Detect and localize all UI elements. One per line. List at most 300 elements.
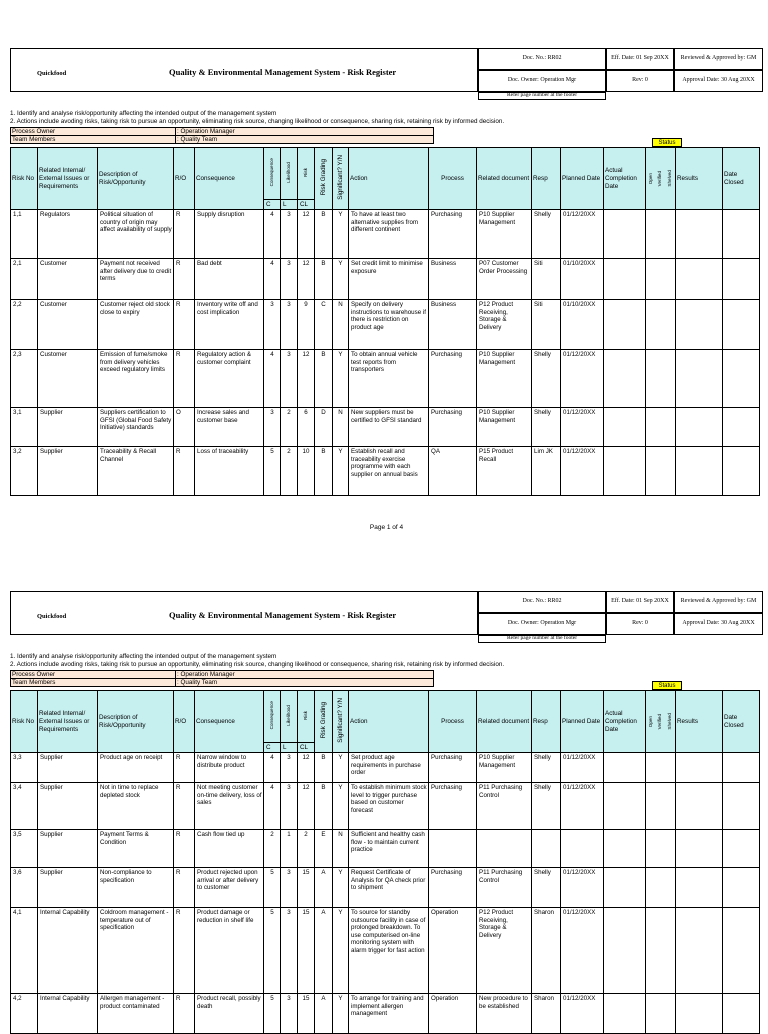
effective-date: Eff. Date: 01 Sep 20XX: [606, 591, 674, 613]
cell-resp: Siti: [532, 259, 561, 300]
cell-l: 3: [281, 908, 298, 994]
table-row: [11, 447, 760, 496]
status-label: Status: [652, 138, 682, 147]
col-c-vertical: Consequence: [264, 691, 281, 743]
doc-number: Doc. No.: RR02: [478, 591, 606, 613]
owner-table: [10, 670, 434, 687]
cell-risk-no: 3,4: [11, 783, 38, 830]
cell-c: 5: [264, 994, 281, 1034]
cell-risk-no: 3,3: [11, 753, 38, 783]
cell-consequence: Cash flow tied up: [195, 830, 264, 868]
cell-significant: Y: [333, 753, 349, 783]
status-shelved: Shelved: [667, 713, 673, 730]
cell-grading: B: [315, 259, 333, 300]
col-l-vertical: Likelihood: [281, 148, 298, 200]
cell-planned: 01/10/20XX: [561, 300, 604, 350]
cell-cl: 12: [298, 350, 315, 408]
col-planned-date: Planned Date: [561, 691, 604, 753]
cell-date-closed: [723, 210, 760, 259]
cell-process: Purchasing: [429, 408, 477, 447]
col-related-issues: Related Internal/ External Issues or Requirements: [38, 148, 98, 210]
cell-related: Customer: [38, 350, 98, 408]
cell-cl: 12: [298, 259, 315, 300]
col-significant: Significant? Y/N: [333, 691, 349, 753]
cell-ro: R: [174, 300, 195, 350]
cell-cl: 12: [298, 753, 315, 783]
col-description: Description of Risk/Opportunity: [98, 691, 174, 753]
col-risk-grading: Risk Grading: [315, 691, 333, 753]
table-row: [11, 868, 760, 908]
doc-number: Doc. No.: RR02: [478, 48, 606, 70]
reviewed-approved: Reviewed & Approved by: GM: [674, 591, 763, 613]
cell-ro: O: [174, 408, 195, 447]
cell-action: Set product age requirements in purchase order: [349, 753, 429, 783]
table-row: [11, 783, 760, 830]
cell-actual: [604, 783, 646, 830]
cell-planned: 01/12/20XX: [561, 868, 604, 908]
cell-actual: [604, 259, 646, 300]
table-row: [11, 830, 760, 868]
refer-note: Refer page number at the footer: [478, 635, 606, 643]
cell-related: Supplier: [38, 408, 98, 447]
cell-description: Allergen management - product contaminated: [98, 994, 174, 1034]
cell-ro: R: [174, 447, 195, 496]
cell-resp: Sharon: [532, 908, 561, 994]
team-members-label: Team Members: [11, 136, 176, 144]
cell-action: Request Certificate of Analysis for QA check prior to shipment: [349, 868, 429, 908]
col-status: [646, 691, 676, 753]
cell-risk-no: 4,2: [11, 994, 38, 1034]
process-owner-label: Process Owner: [11, 128, 176, 136]
col-results: Results: [676, 691, 723, 753]
table-row: [11, 259, 760, 300]
col-ro: R/O: [174, 691, 195, 753]
sub-l: L: [281, 200, 298, 210]
cell-cl: 15: [298, 994, 315, 1034]
col-action: Action: [349, 148, 429, 210]
cell-c: 4: [264, 259, 281, 300]
cell-risk-no: 3,2: [11, 447, 38, 496]
cell-results: [676, 408, 723, 447]
cell-date-closed: [723, 408, 760, 447]
cell-planned: [561, 830, 604, 868]
header-row: [11, 148, 760, 200]
cell-cl: 10: [298, 447, 315, 496]
cell-planned: 01/12/20XX: [561, 753, 604, 783]
cell-description: Coldroom management - temperature out of specification: [98, 908, 174, 994]
cell-process: [429, 830, 477, 868]
cell-cl: 15: [298, 908, 315, 994]
cell-grading: C: [315, 300, 333, 350]
cell-results: [676, 210, 723, 259]
cell-risk-no: 3,6: [11, 868, 38, 908]
cell-significant: Y: [333, 868, 349, 908]
cell-l: 2: [281, 447, 298, 496]
cell-actual: [604, 350, 646, 408]
reviewed-approved: Reviewed & Approved by: GM: [674, 48, 763, 70]
cell-significant: Y: [333, 259, 349, 300]
cell-results: [676, 447, 723, 496]
cell-related-doc: P11 Purchasing Control: [477, 868, 532, 908]
cell-ro: R: [174, 259, 195, 300]
table-row: [11, 210, 760, 259]
cell-status: [646, 994, 676, 1034]
table-row: [11, 994, 760, 1034]
cell-date-closed: [723, 753, 760, 783]
status-shelved: Shelved: [667, 170, 673, 187]
cell-results: [676, 783, 723, 830]
cell-l: 2: [281, 408, 298, 447]
owner-table: [10, 127, 434, 144]
team-members-value: : Quality Team: [176, 679, 434, 687]
cell-date-closed: [723, 908, 760, 994]
col-date-closed: Date Closed: [723, 691, 760, 753]
cell-consequence: Regulatory action & customer complaint: [195, 350, 264, 408]
cell-status: [646, 753, 676, 783]
cell-resp: Shelly: [532, 350, 561, 408]
cell-c: 3: [264, 408, 281, 447]
cell-l: 3: [281, 783, 298, 830]
col-risk-no: Risk No: [11, 148, 38, 210]
cell-related: Customer: [38, 300, 98, 350]
page-footer: Page 1 of 4: [369, 524, 404, 531]
col-results: Results: [676, 148, 723, 210]
cell-l: 3: [281, 868, 298, 908]
cell-resp: Lim JK: [532, 447, 561, 496]
cell-results: [676, 350, 723, 408]
col-related-document: Related document: [477, 148, 532, 210]
cell-related-doc: New procedure to be established: [477, 994, 532, 1034]
cell-significant: N: [333, 408, 349, 447]
cell-risk-no: 2,1: [11, 259, 38, 300]
cell-significant: Y: [333, 994, 349, 1034]
process-owner-value: : Operation Manager: [176, 128, 434, 136]
col-consequence: Consequence: [195, 148, 264, 210]
cell-description: Non-compliance to specification: [98, 868, 174, 908]
cell-resp: Shelly: [532, 753, 561, 783]
status-verified: Verified: [657, 713, 663, 730]
cell-significant: Y: [333, 350, 349, 408]
cell-resp: Shelly: [532, 210, 561, 259]
table-row: [11, 300, 760, 350]
cell-related: Regulators: [38, 210, 98, 259]
cell-ro: R: [174, 908, 195, 994]
cell-process: Business: [429, 259, 477, 300]
cell-c: 5: [264, 447, 281, 496]
cell-date-closed: [723, 783, 760, 830]
cell-date-closed: [723, 259, 760, 300]
cell-c: 3: [264, 300, 281, 350]
cell-date-closed: [723, 300, 760, 350]
document-header: [10, 48, 763, 100]
cell-planned: 01/12/20XX: [561, 783, 604, 830]
cell-actual: [604, 868, 646, 908]
refer-note: Refer page number at the footer: [478, 92, 606, 100]
revision: Rev: 0: [606, 613, 674, 635]
col-related-issues: Related Internal/ External Issues or Requirements: [38, 691, 98, 753]
col-process: Process: [429, 691, 477, 753]
cell-consequence: Product rejected upon arrival or after delivery to customer: [195, 868, 264, 908]
cell-risk-no: 1,1: [11, 210, 38, 259]
status-open: Open: [647, 715, 653, 728]
cell-ro: R: [174, 753, 195, 783]
sub-cl: CL: [298, 743, 315, 753]
document-title: Quality & Environmental Management System - Risk Register: [169, 67, 397, 77]
cell-grading: D: [315, 408, 333, 447]
cell-action: To have at least two alternative supplies from different continent: [349, 210, 429, 259]
instruction-2: 2. Actions include avoding risks, taking risk to pursue an opportunity, eliminating risk source, changing likelihood or consequence, sharing risk, retaining risk by informed decision.: [10, 118, 505, 125]
cell-consequence: Bad debt: [195, 259, 264, 300]
cell-description: Product age on receipt: [98, 753, 174, 783]
cell-action: To arrange for training and implement allergen management: [349, 994, 429, 1034]
cell-l: 3: [281, 753, 298, 783]
col-resp: Resp: [532, 148, 561, 210]
cell-actual: [604, 994, 646, 1034]
cell-results: [676, 259, 723, 300]
table-row: [11, 350, 760, 408]
cell-consequence: Narrow window to distribute product: [195, 753, 264, 783]
doc-owner: Doc. Owner: Operation Mgr: [478, 70, 606, 92]
cell-planned: 01/12/20XX: [561, 908, 604, 994]
cell-grading: E: [315, 830, 333, 868]
cell-status: [646, 830, 676, 868]
cell-significant: Y: [333, 783, 349, 830]
cell-related: Supplier: [38, 830, 98, 868]
cell-action: To obtain annual vehicle test reports from transporters: [349, 350, 429, 408]
col-related-document: Related document: [477, 691, 532, 753]
company-name: Quickfood: [37, 613, 67, 620]
cell-grading: B: [315, 350, 333, 408]
cell-planned: 01/12/20XX: [561, 350, 604, 408]
cell-l: 3: [281, 994, 298, 1034]
cell-actual: [604, 447, 646, 496]
cell-date-closed: [723, 447, 760, 496]
cell-grading: B: [315, 210, 333, 259]
cell-process: Purchasing: [429, 210, 477, 259]
cell-consequence: Supply disruption: [195, 210, 264, 259]
col-process: Process: [429, 148, 477, 210]
col-description: Description of Risk/Opportunity: [98, 148, 174, 210]
cell-description: Payment not received after delivery due to credit terms: [98, 259, 174, 300]
cell-related-doc: P10 Supplier Management: [477, 753, 532, 783]
col-c-vertical: Consequence: [264, 148, 281, 200]
cell-related-doc: P10 Supplier Management: [477, 350, 532, 408]
sub-l: L: [281, 743, 298, 753]
sub-c: C: [264, 200, 281, 210]
cell-date-closed: [723, 350, 760, 408]
cell-consequence: Inventory write off and cost implication: [195, 300, 264, 350]
approval-date: Approval Date: 30 Aug 20XX: [674, 70, 763, 92]
instruction-1: 1. Identify and analyse risk/opportunity affecting the intended output of the management system: [10, 653, 277, 660]
cell-description: Payment Terms & Condition: [98, 830, 174, 868]
cell-c: 4: [264, 210, 281, 259]
cell-actual: [604, 908, 646, 994]
cell-resp: Siti: [532, 300, 561, 350]
status-verified: Verified: [657, 170, 663, 187]
col-planned-date: Planned Date: [561, 148, 604, 210]
cell-results: [676, 830, 723, 868]
cell-process: Business: [429, 300, 477, 350]
col-ro: R/O: [174, 148, 195, 210]
cell-related-doc: P15 Product Recall: [477, 447, 532, 496]
cell-process: Purchasing: [429, 868, 477, 908]
cell-cl: 9: [298, 300, 315, 350]
sub-c: C: [264, 743, 281, 753]
risk-register-table: [10, 147, 760, 496]
cell-l: 3: [281, 210, 298, 259]
cell-l: 1: [281, 830, 298, 868]
cell-process: QA: [429, 447, 477, 496]
cell-risk-no: 3,1: [11, 408, 38, 447]
cell-results: [676, 908, 723, 994]
cell-related: Internal Capability: [38, 994, 98, 1034]
cell-related-doc: [477, 830, 532, 868]
cell-ro: R: [174, 868, 195, 908]
cell-status: [646, 259, 676, 300]
col-l-vertical: Likelihood: [281, 691, 298, 743]
cell-consequence: Product recall, possibly death: [195, 994, 264, 1034]
cell-c: 4: [264, 350, 281, 408]
col-actual-date: Actual Completion Date: [604, 148, 646, 210]
cell-action: New suppliers must be certified to GFSI standard: [349, 408, 429, 447]
cell-grading: B: [315, 783, 333, 830]
table-row: [11, 753, 760, 783]
cell-grading: A: [315, 908, 333, 994]
cell-c: 5: [264, 868, 281, 908]
table-row: [11, 908, 760, 994]
cell-l: 3: [281, 259, 298, 300]
cell-date-closed: [723, 830, 760, 868]
cell-results: [676, 994, 723, 1034]
cell-status: [646, 447, 676, 496]
cell-status: [646, 408, 676, 447]
cell-ro: R: [174, 994, 195, 1034]
cell-cl: 2: [298, 830, 315, 868]
cell-cl: 6: [298, 408, 315, 447]
cell-process: Purchasing: [429, 350, 477, 408]
cell-planned: 01/12/20XX: [561, 210, 604, 259]
col-risk-grading: Risk Grading: [315, 148, 333, 210]
cell-grading: A: [315, 994, 333, 1034]
cell-results: [676, 300, 723, 350]
col-r-vertical: Risk: [298, 148, 315, 200]
cell-description: Suppliers certification to GFSI (Global Food Safety Initiative) standards: [98, 408, 174, 447]
team-members-value: : Quality Team: [176, 136, 434, 144]
cell-status: [646, 868, 676, 908]
cell-results: [676, 868, 723, 908]
cell-actual: [604, 753, 646, 783]
cell-risk-no: 2,2: [11, 300, 38, 350]
cell-status: [646, 783, 676, 830]
cell-l: 3: [281, 350, 298, 408]
cell-description: Customer reject old stock close to expiry: [98, 300, 174, 350]
cell-significant: Y: [333, 908, 349, 994]
col-date-closed: Date Closed: [723, 148, 760, 210]
cell-date-closed: [723, 868, 760, 908]
process-owner-value: : Operation Manager: [176, 671, 434, 679]
process-owner-label: Process Owner: [11, 671, 176, 679]
cell-grading: A: [315, 868, 333, 908]
cell-grading: B: [315, 753, 333, 783]
cell-description: Traceability & Recall Channel: [98, 447, 174, 496]
cell-significant: N: [333, 300, 349, 350]
cell-action: Specify on delivery instructions to warehouse if there is restriction on product age: [349, 300, 429, 350]
instruction-2: 2. Actions include avoding risks, taking risk to pursue an opportunity, eliminating risk source, changing likelihood or consequence, sharing risk, retaining risk by informed decision.: [10, 661, 505, 668]
document-title: Quality & Environmental Management System - Risk Register: [169, 610, 397, 620]
cell-related: Supplier: [38, 868, 98, 908]
cell-action: Establish recall and traceability exercise programme with each supplier on annual basis: [349, 447, 429, 496]
col-status: [646, 148, 676, 210]
col-significant: Significant? Y/N: [333, 148, 349, 210]
cell-c: 2: [264, 830, 281, 868]
cell-l: 3: [281, 300, 298, 350]
cell-status: [646, 300, 676, 350]
document-header: [10, 591, 763, 643]
cell-related-doc: P10 Supplier Management: [477, 408, 532, 447]
cell-description: Emission of fume/smoke from delivery vehicles exceed regulatory limits: [98, 350, 174, 408]
cell-consequence: Product damage or reduction in shelf life: [195, 908, 264, 994]
cell-planned: 01/12/20XX: [561, 994, 604, 1034]
cell-cl: 12: [298, 783, 315, 830]
cell-process: Purchasing: [429, 753, 477, 783]
cell-action: Set credit limit to minimise exposure: [349, 259, 429, 300]
cell-resp: [532, 830, 561, 868]
cell-consequence: Not meeting customer on-time delivery, loss of sales: [195, 783, 264, 830]
cell-status: [646, 350, 676, 408]
cell-cl: 15: [298, 868, 315, 908]
cell-related: Supplier: [38, 753, 98, 783]
cell-resp: Shelly: [532, 408, 561, 447]
cell-related-doc: P12 Product Receiving, Storage & Delivery: [477, 908, 532, 994]
col-consequence: Consequence: [195, 691, 264, 753]
cell-actual: [604, 830, 646, 868]
cell-significant: Y: [333, 447, 349, 496]
cell-actual: [604, 300, 646, 350]
status-label: Status: [652, 681, 682, 690]
col-risk-no: Risk No: [11, 691, 38, 753]
cell-c: 4: [264, 783, 281, 830]
cell-related-doc: P11 Purchasing Control: [477, 783, 532, 830]
cell-action: Sufficient and healthy cash flow - to maintain current practice: [349, 830, 429, 868]
title-box: [10, 48, 478, 92]
cell-status: [646, 210, 676, 259]
cell-risk-no: 2,3: [11, 350, 38, 408]
cell-related: Internal Capability: [38, 908, 98, 994]
doc-owner: Doc. Owner: Operation Mgr: [478, 613, 606, 635]
company-name: Quickfood: [37, 70, 67, 77]
cell-grading: B: [315, 447, 333, 496]
title-box: [10, 591, 478, 635]
cell-ro: R: [174, 783, 195, 830]
cell-ro: R: [174, 350, 195, 408]
cell-actual: [604, 408, 646, 447]
risk-register-table: [10, 690, 760, 1034]
col-action: Action: [349, 691, 429, 753]
status-open: Open: [647, 172, 653, 185]
cell-actual: [604, 210, 646, 259]
cell-resp: Sharon: [532, 994, 561, 1034]
table-row: [11, 408, 760, 447]
cell-related: Supplier: [38, 783, 98, 830]
cell-ro: R: [174, 830, 195, 868]
cell-planned: 01/10/20XX: [561, 259, 604, 300]
team-members-label: Team Members: [11, 679, 176, 687]
cell-description: Not in time to replace depleted stock: [98, 783, 174, 830]
revision: Rev: 0: [606, 70, 674, 92]
cell-results: [676, 753, 723, 783]
cell-process: Operation: [429, 908, 477, 994]
cell-resp: Shelly: [532, 868, 561, 908]
